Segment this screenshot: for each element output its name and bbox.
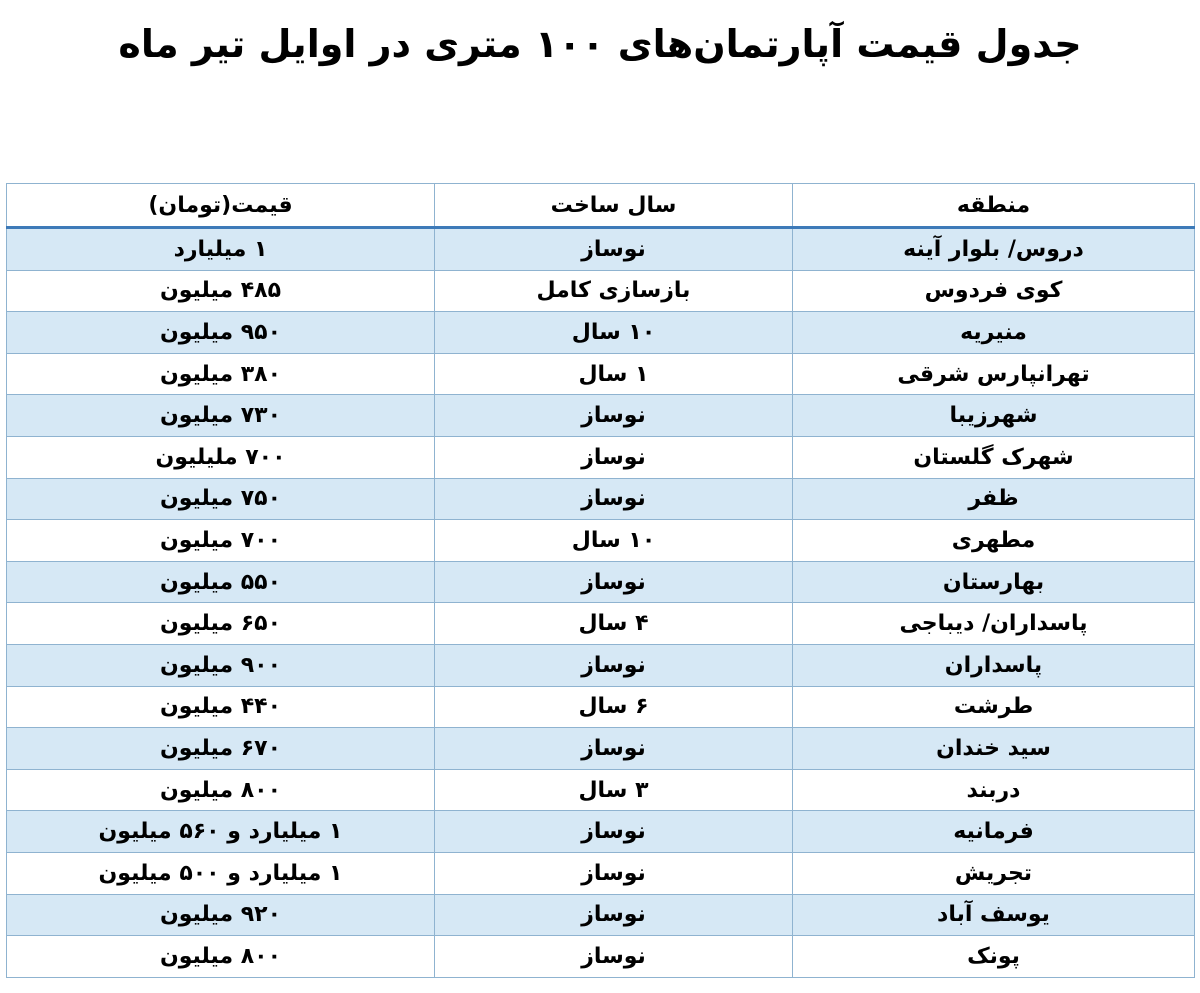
cell-region: تهرانپارس شرقی (793, 353, 1195, 395)
cell-price: ۳۸۰ میلیون (7, 353, 435, 395)
cell-price: ۶۵۰ میلیون (7, 603, 435, 645)
cell-price: ۷۰۰ ملیلیون (7, 436, 435, 478)
cell-year: نوساز (435, 894, 793, 936)
table-header-row (7, 184, 1195, 228)
table-row (7, 561, 1195, 603)
cell-price: ۵۵۰ میلیون (7, 561, 435, 603)
cell-price: ۱ میلیارد و ۵۰۰ میلیون (7, 852, 435, 894)
table-row (7, 728, 1195, 770)
cell-region: دروس/ بلوار آینه (793, 228, 1195, 271)
cell-region: شهرک گلستان (793, 436, 1195, 478)
table-row (7, 894, 1195, 936)
cell-region: طرشت (793, 686, 1195, 728)
table-row (7, 769, 1195, 811)
cell-region: کوی فردوس (793, 270, 1195, 312)
cell-price: ۸۰۰ میلیون (7, 769, 435, 811)
cell-price: ۷۵۰ میلیون (7, 478, 435, 520)
cell-year: نوساز (435, 436, 793, 478)
table-row (7, 436, 1195, 478)
cell-price: ۶۷۰ میلیون (7, 728, 435, 770)
table-row (7, 811, 1195, 853)
table-row (7, 478, 1195, 520)
table-row (7, 603, 1195, 645)
column-header-region: منطقه (793, 184, 1195, 228)
cell-year: نوساز (435, 644, 793, 686)
cell-year: ۳ سال (435, 769, 793, 811)
column-header-year: سال ساخت (435, 184, 793, 228)
cell-year: ۱۰ سال (435, 312, 793, 354)
cell-price: ۷۰۰ میلیون (7, 520, 435, 562)
cell-price: ۸۰۰ میلیون (7, 936, 435, 978)
cell-year: ۶ سال (435, 686, 793, 728)
cell-price: ۴۸۵ میلیون (7, 270, 435, 312)
cell-region: دربند (793, 769, 1195, 811)
cell-price: ۹۰۰ میلیون (7, 644, 435, 686)
cell-price: ۹۵۰ میلیون (7, 312, 435, 354)
cell-year: نوساز (435, 728, 793, 770)
cell-year: ۱۰ سال (435, 520, 793, 562)
cell-year: نوساز (435, 228, 793, 271)
cell-year: نوساز (435, 478, 793, 520)
table-row (7, 270, 1195, 312)
cell-price: ۴۴۰ میلیون (7, 686, 435, 728)
table-row (7, 312, 1195, 354)
table-body (7, 228, 1195, 978)
table-row (7, 228, 1195, 271)
cell-region: سید خندان (793, 728, 1195, 770)
table-row (7, 936, 1195, 978)
cell-region: فرمانیه (793, 811, 1195, 853)
cell-region: پونک (793, 936, 1195, 978)
cell-region: تجریش (793, 852, 1195, 894)
cell-region: پاسداران/ دیباجی (793, 603, 1195, 645)
page-title: جدول قیمت آپارتمان‌های ۱۰۰ متری در اوایل تیر ماه (118, 22, 1082, 66)
cell-year: بازسازی کامل (435, 270, 793, 312)
cell-year: نوساز (435, 852, 793, 894)
cell-region: یوسف آباد (793, 894, 1195, 936)
price-table-container (6, 183, 1194, 978)
price-table (6, 183, 1195, 978)
table-row (7, 852, 1195, 894)
cell-year: نوساز (435, 936, 793, 978)
cell-price: ۱ میلیارد (7, 228, 435, 271)
cell-region: پاسداران (793, 644, 1195, 686)
cell-year: نوساز (435, 561, 793, 603)
cell-year: نوساز (435, 811, 793, 853)
cell-region: بهارستان (793, 561, 1195, 603)
cell-region: ظفر (793, 478, 1195, 520)
table-row (7, 353, 1195, 395)
cell-year: ۱ سال (435, 353, 793, 395)
column-header-price: قیمت(تومان) (7, 184, 435, 228)
cell-year: ۴ سال (435, 603, 793, 645)
table-row (7, 644, 1195, 686)
cell-price: ۱ میلیارد و ۵۶۰ میلیون (7, 811, 435, 853)
table-row (7, 520, 1195, 562)
cell-price: ۹۲۰ میلیون (7, 894, 435, 936)
table-row (7, 395, 1195, 437)
table-row (7, 686, 1195, 728)
cell-region: منیریه (793, 312, 1195, 354)
cell-region: شهرزیبا (793, 395, 1195, 437)
cell-region: مطهری (793, 520, 1195, 562)
cell-year: نوساز (435, 395, 793, 437)
cell-price: ۷۳۰ میلیون (7, 395, 435, 437)
